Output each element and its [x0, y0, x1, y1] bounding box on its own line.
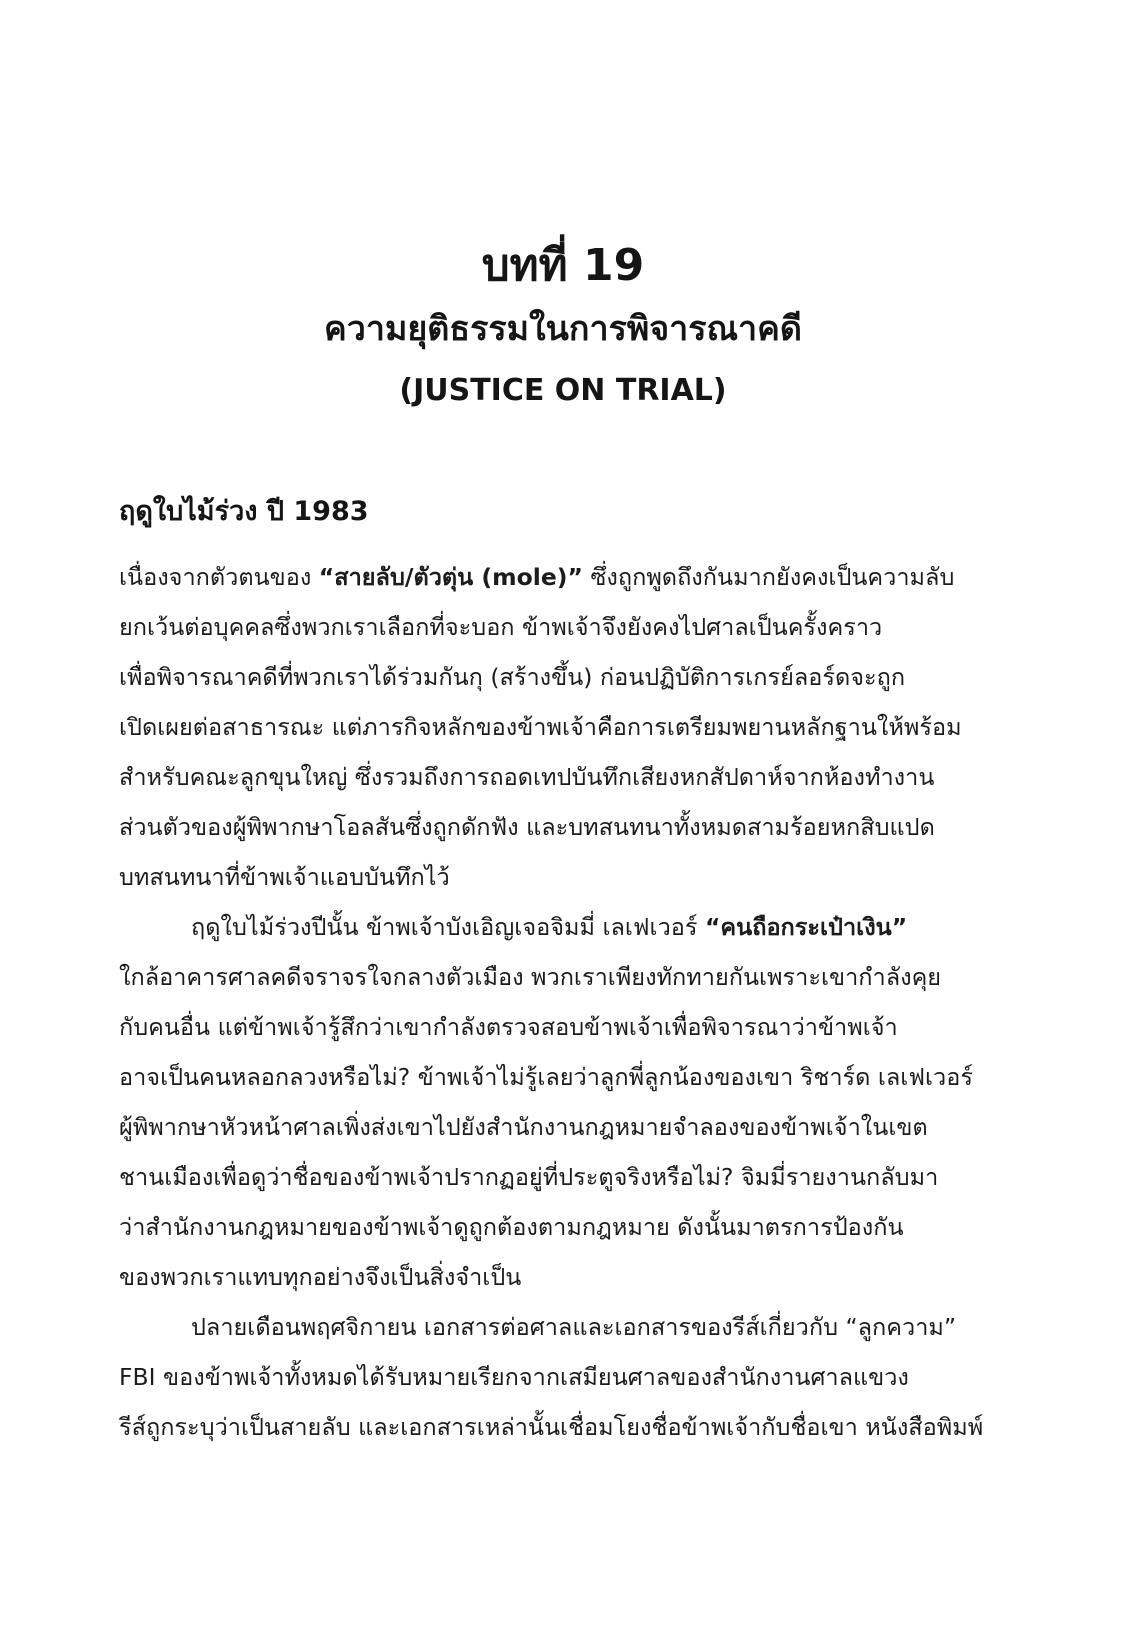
- paragraph-line: บทสนทนาที่ข้าพเจ้าแอบบันทึกไว้: [119, 863, 450, 891]
- paragraph-line: ส่วนตัวของผู้พิพากษาโอลสันซึ่งถูกดักฟัง และบทสนทนาทั้งหมดสามร้อยหกสิบแปด: [119, 813, 935, 841]
- bold-term-mole: “สายลับ/ตัวตุ่น (mole)”: [318, 563, 583, 591]
- paragraph-line: กับคนอื่น แต่ข้าพเจ้ารู้สึกว่าเขากำลังตรวจสอบข้าพเจ้าเพื่อพิจารณาว่าข้าพเจ้า: [119, 1013, 898, 1041]
- bold-term-bagman: “คนถือกระเป๋าเงิน”: [704, 913, 908, 941]
- paragraph-line: ใกล้อาคารศาลคดีจราจรใจกลางตัวเมือง พวกเราเพียงทักทายกันเพราะเขากำลังคุย: [119, 963, 942, 991]
- paragraph-line: FBI ของข้าพเจ้าทั้งหมดได้รับหมายเรียกจากเสมียนศาลของสำนักงานศาลแขวง: [119, 1363, 909, 1391]
- paragraph-line: ของพวกเราแทบทุกอย่างจึงเป็นสิ่งจำเป็น: [119, 1263, 522, 1291]
- paragraph-line: เพื่อพิจารณาคดีที่พวกเราได้ร่วมกันกุ (สร้างขึ้น) ก่อนปฏิบัติการเกรย์ลอร์ดจะถูก: [119, 663, 906, 691]
- paragraph-line: [119, 552, 1025, 602]
- chapter-title-english: (JUSTICE ON TRIAL): [399, 373, 727, 408]
- paragraph-line: อาจเป็นคนหลอกลวงหรือไม่? ข้าพเจ้าไม่รู้เลยว่าลูกพี่ลูกน้องของเขา ริชาร์ด เลเฟเวอร์: [119, 1063, 973, 1091]
- paragraph-line: ปลายเดือนพฤศจิกายน เอกสารต่อศาลและเอกสารของรีส์เกี่ยวกับ “ลูกความ”: [191, 1313, 957, 1341]
- body-text: [119, 552, 1025, 1452]
- chapter-number: บทที่ 19: [481, 240, 645, 291]
- paragraph-line: ชานเมืองเพื่อดูว่าชื่อของข้าพเจ้าปรากฏอยู่ที่ประตูจริงหรือไม่? จิมมี่รายงานกลับมา: [119, 1163, 939, 1191]
- line-text: เนื่องจากตัวตนของ: [119, 563, 319, 591]
- line-text: ฤดูใบไม้ร่วงปีนั้น ข้าพเจ้าบังเอิญเจอจิมมี่ เลเฟเวอร์: [191, 913, 705, 941]
- paragraph-line: ว่าสำนักงานกฎหมายของข้าพเจ้าดูถูกต้องตามกฎหมาย ดังนั้นมาตรการป้องกัน: [119, 1213, 904, 1241]
- paragraph-line: [119, 902, 1025, 952]
- paragraph-line: ยกเว้นต่อบุคคลซึ่งพวกเราเลือกที่จะบอก ข้าพเจ้าจึงยังคงไปศาลเป็นครั้งคราว: [119, 613, 883, 641]
- paragraph-line: ผู้พิพากษาหัวหน้าศาลเพิ่งส่งเขาไปยังสำนักงานกฎหมายจำลองของข้าพเจ้าในเขต: [119, 1113, 928, 1141]
- line-text: ซึ่งถูกพูดถึงกันมากยังคงเป็นความลับ: [582, 563, 955, 591]
- paragraph-line: รีส์ถูกระบุว่าเป็นสายลับ และเอกสารเหล่านั้นเชื่อมโยงชื่อข้าพเจ้ากับชื่อเขา หนังสือพิมพ์: [119, 1413, 984, 1441]
- section-heading: ฤดูใบไม้ร่วง ปี 1983: [119, 496, 369, 527]
- paragraph-line: สำหรับคณะลูกขุนใหญ่ ซึ่งรวมถึงการถอดเทปบันทึกเสียงหกสัปดาห์จากห้องทำงาน: [119, 763, 935, 791]
- chapter-title-thai: ความยุติธรรมในการพิจารณาคดี: [324, 309, 802, 349]
- paragraph-line: เปิดเผยต่อสาธารณะ แต่ภารกิจหลักของข้าพเจ้าคือการเตรียมพยานหลักฐานให้พร้อม: [119, 713, 962, 741]
